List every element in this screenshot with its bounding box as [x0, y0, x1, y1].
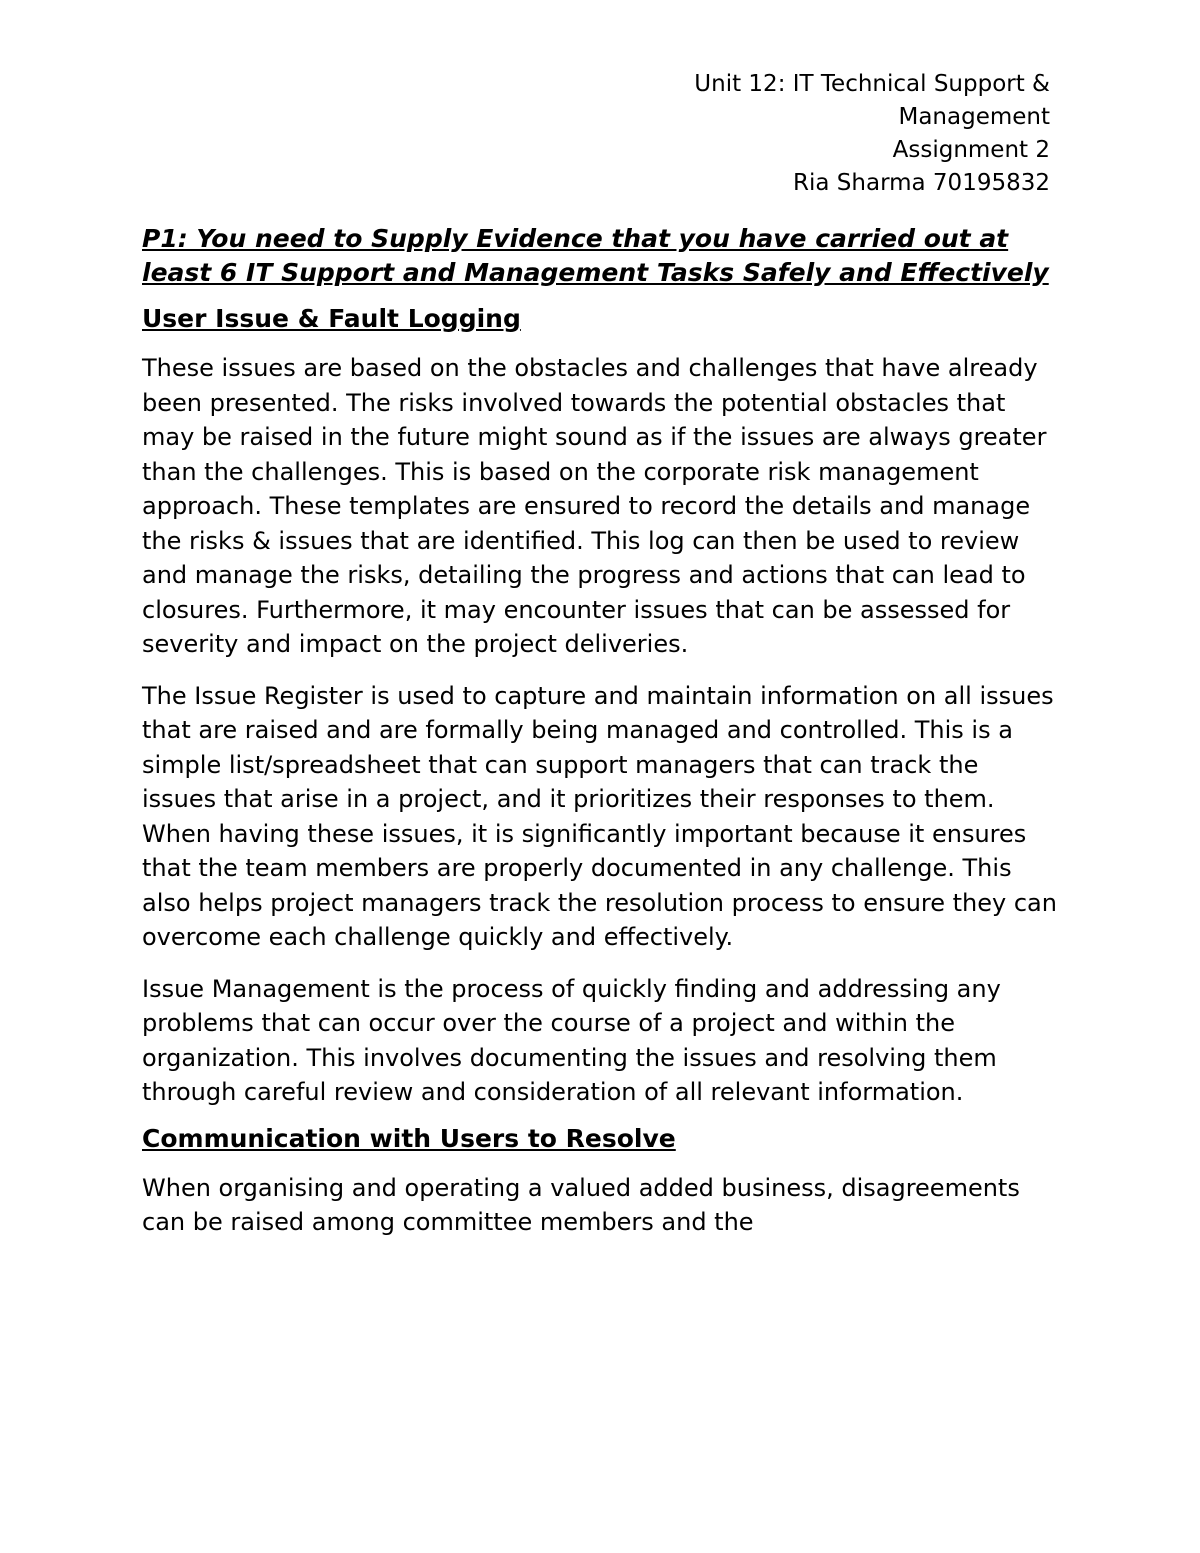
header-student: Ria Sharma 70195832 [793, 170, 1050, 196]
document-header [142, 68, 1050, 200]
paragraph: Issue Management is the process of quickly finding and addressing any problems that can occur over the course of a project and within the organization. This involves documenting the issues and resolving them through careful review and consideration of all relevant information. [142, 974, 1001, 1106]
document-title: P1: You need to Supply Evidence that you have carried out at least 6 IT Support and Management Tasks Safely and Effectively [142, 224, 1049, 287]
paragraph: When organising and operating a valued added business, disagreements can be raised among committee members and the [142, 1173, 1020, 1236]
paragraph: These issues are based on the obstacles and challenges that have already been presented. The risks involved towards the potential obstacles that may be raised in the future might sound as if the issues are always greater than the challenges. This is based on the corporate risk management approach. These templates are ensured to record the details and manage the risks & issues that are identified. This log can then be used to review and manage the risks, detailing the progress and actions that can lead to closures. Furthermore, it may encounter issues that can be assessed for severity and impact on the project deliveries. [142, 354, 1047, 658]
header-assignment: Assignment 2 [892, 137, 1050, 163]
section-heading-issue-logging: User Issue & Fault Logging [142, 304, 521, 333]
header-unit-line: Unit 12: IT Technical Support & [694, 71, 1050, 97]
section-heading-communication: Communication with Users to Resolve [142, 1123, 676, 1153]
paragraph: The Issue Register is used to capture and maintain information on all issues that are raised and are formally being managed and controlled. This is a simple list/spreadsheet that can support managers that can track the issues that arise in a project, and it prioritizes their responses to them. When having these issues, it is significantly important because it ensures that the team members are properly documented in any challenge. This also helps project managers track the resolution process to ensure they can overcome each challenge quickly and effectively. [142, 681, 1057, 951]
document-page [142, 68, 1058, 1240]
header-unit-line-cont: Management [898, 104, 1050, 130]
